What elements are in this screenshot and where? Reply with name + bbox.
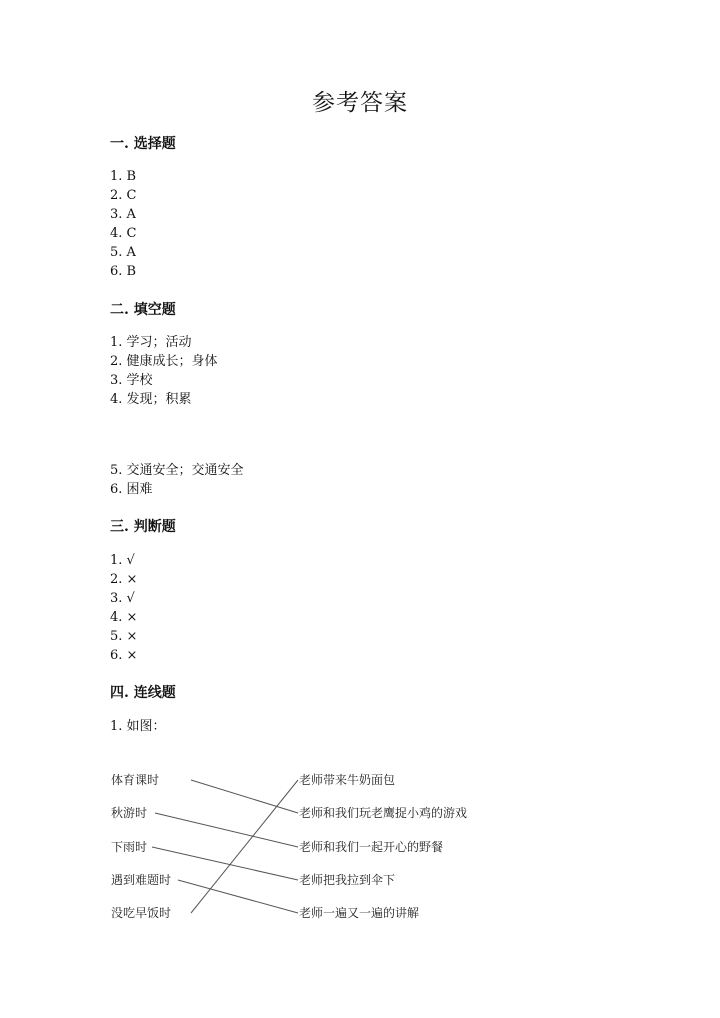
choice-answer: 6. B xyxy=(110,264,137,279)
section-judge-heading: 三. 判断题 xyxy=(110,519,176,535)
choice-answer: 1. B xyxy=(110,169,137,184)
match-right-item: 老师和我们玩老鹰捉小鸡的游戏 xyxy=(299,806,468,820)
choice-answer: 5. A xyxy=(110,245,136,260)
match-right-item: 老师和我们一起开心的野餐 xyxy=(299,840,444,854)
match-item: 1. 如图： xyxy=(110,719,166,734)
fill-answer: 3. 学校 xyxy=(110,373,153,388)
choice-answer: 2. C xyxy=(110,188,137,203)
match-connection-line xyxy=(191,780,298,913)
match-right-item: 老师带来牛奶面包 xyxy=(299,773,396,787)
match-left-item: 下雨时 xyxy=(111,840,148,854)
judge-answer: 2. × xyxy=(110,572,138,587)
fill-answer: 5. 交通安全；交通安全 xyxy=(110,463,244,478)
fill-answer: 1. 学习；活动 xyxy=(110,335,192,350)
judge-answer: 5. × xyxy=(110,629,138,644)
match-connection-line xyxy=(152,847,298,880)
choice-answer: 4. C xyxy=(110,226,137,241)
section-choice-heading: 一. 选择题 xyxy=(110,136,176,152)
judge-answer: 3. √ xyxy=(110,591,135,606)
match-connection-line xyxy=(191,780,298,813)
section-fill-heading: 二. 填空题 xyxy=(110,302,176,318)
choice-answer: 3. A xyxy=(110,207,136,222)
fill-answer: 2. 健康成长；身体 xyxy=(110,354,218,369)
fill-answer: 4. 发现；积累 xyxy=(110,392,192,407)
section-match-heading: 四. 连线题 xyxy=(110,685,176,701)
page-title: 参考答案 xyxy=(312,90,408,116)
match-left-item: 秋游时 xyxy=(111,806,148,820)
match-left-item: 遇到难题时 xyxy=(111,873,172,887)
match-left-item: 没吃早饭时 xyxy=(111,906,172,920)
match-right-item: 老师一遍又一遍的讲解 xyxy=(299,906,420,920)
judge-answer: 1. √ xyxy=(110,553,135,568)
match-left-item: 体育课时 xyxy=(111,773,160,787)
match-connection-line xyxy=(178,880,298,913)
match-connection-line xyxy=(155,813,298,847)
judge-answer: 4. × xyxy=(110,610,138,625)
judge-answer: 6. × xyxy=(110,648,138,663)
match-right-item: 老师把我拉到伞下 xyxy=(299,873,396,887)
fill-answer: 6. 困难 xyxy=(110,482,153,497)
